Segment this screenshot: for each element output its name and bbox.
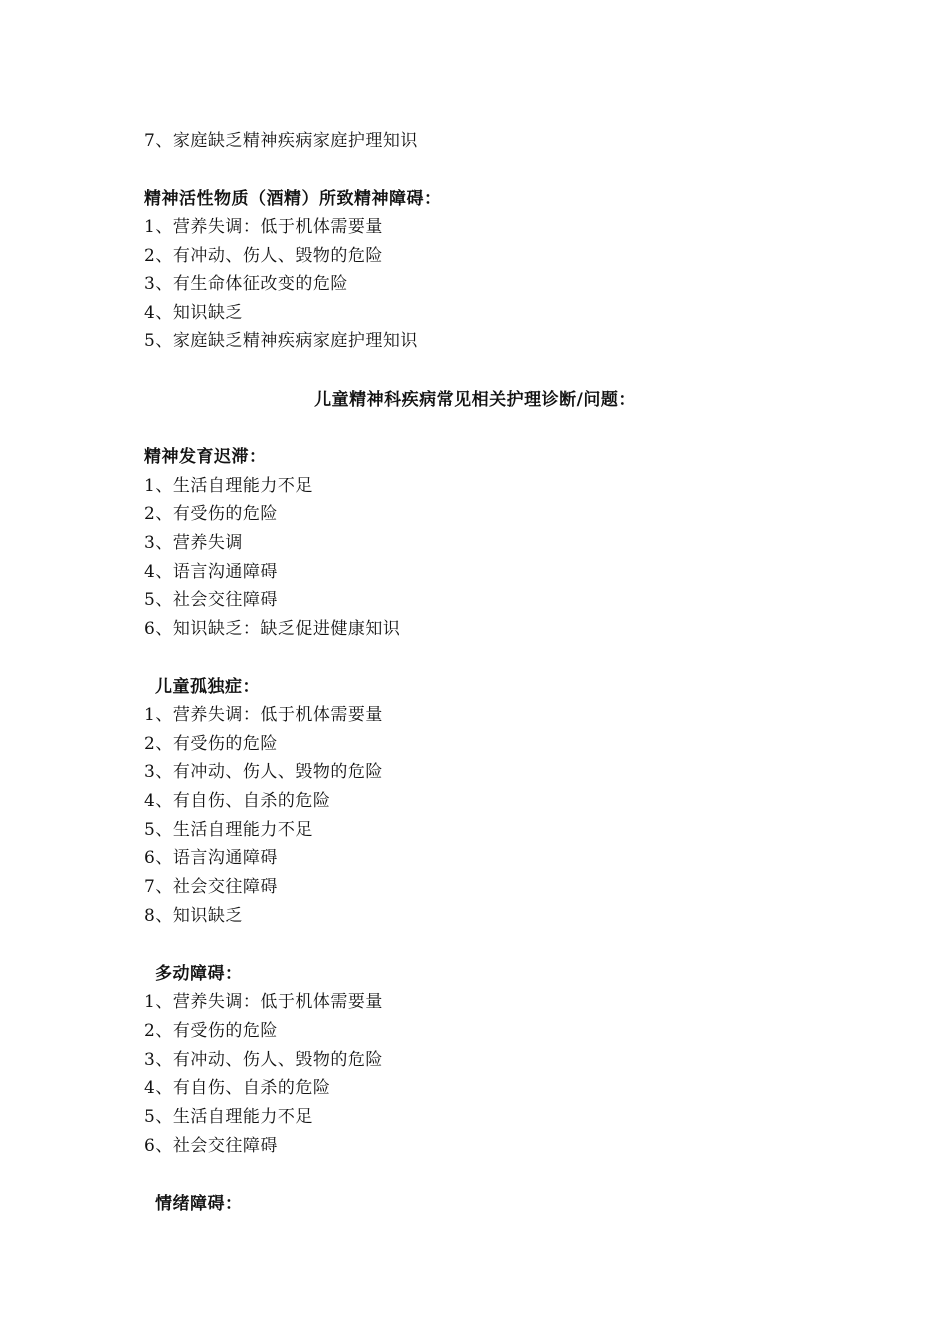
list-item: 5、生活自理能力不足	[144, 820, 313, 840]
list-item: 7、家庭缺乏精神疾病家庭护理知识	[144, 131, 418, 151]
list-item: 5、家庭缺乏精神疾病家庭护理知识	[144, 331, 418, 351]
list-item: 2、有冲动、伤人、毁物的危险	[144, 246, 383, 266]
list-item: 1、生活自理能力不足	[144, 476, 313, 496]
section-heading-alcohol: 精神活性物质（酒精）所致精神障碍：	[144, 189, 442, 209]
list-item: 3、营养失调	[144, 533, 243, 553]
list-item: 2、有受伤的危险	[144, 1021, 278, 1041]
list-item: 4、有自伤、自杀的危险	[144, 791, 331, 811]
list-item: 8、知识缺乏	[144, 906, 243, 926]
section-heading-autism: 儿童孤独症：	[155, 677, 260, 697]
list-item: 1、营养失调：低于机体需要量	[144, 992, 383, 1012]
list-item: 6、语言沟通障碍	[144, 848, 278, 868]
list-item: 5、社会交往障碍	[144, 590, 278, 610]
list-item: 4、语言沟通障碍	[144, 562, 278, 582]
list-item: 6、社会交往障碍	[144, 1136, 278, 1156]
list-item: 2、有受伤的危险	[144, 504, 278, 524]
list-item: 1、营养失调：低于机体需要量	[144, 705, 383, 725]
list-item: 2、有受伤的危险	[144, 734, 278, 754]
list-item: 3、有冲动、伤人、毁物的危险	[144, 1050, 383, 1070]
list-item: 6、知识缺乏：缺乏促进健康知识	[144, 619, 401, 639]
section-heading-mental-retardation: 精神发育迟滞：	[144, 447, 267, 467]
section-heading-emotional-disorder: 情绪障碍：	[155, 1194, 243, 1214]
list-item: 3、有生命体征改变的危险	[144, 274, 348, 294]
list-item: 3、有冲动、伤人、毁物的危险	[144, 762, 383, 782]
list-item: 7、社会交往障碍	[144, 877, 278, 897]
page-title: 儿童精神科疾病常见相关护理诊断/问题：	[314, 390, 636, 410]
list-item: 1、营养失调：低于机体需要量	[144, 217, 383, 237]
list-item: 4、有自伤、自杀的危险	[144, 1078, 331, 1098]
section-heading-hyperactivity: 多动障碍：	[155, 964, 243, 984]
list-item: 5、生活自理能力不足	[144, 1107, 313, 1127]
list-item: 4、知识缺乏	[144, 303, 243, 323]
